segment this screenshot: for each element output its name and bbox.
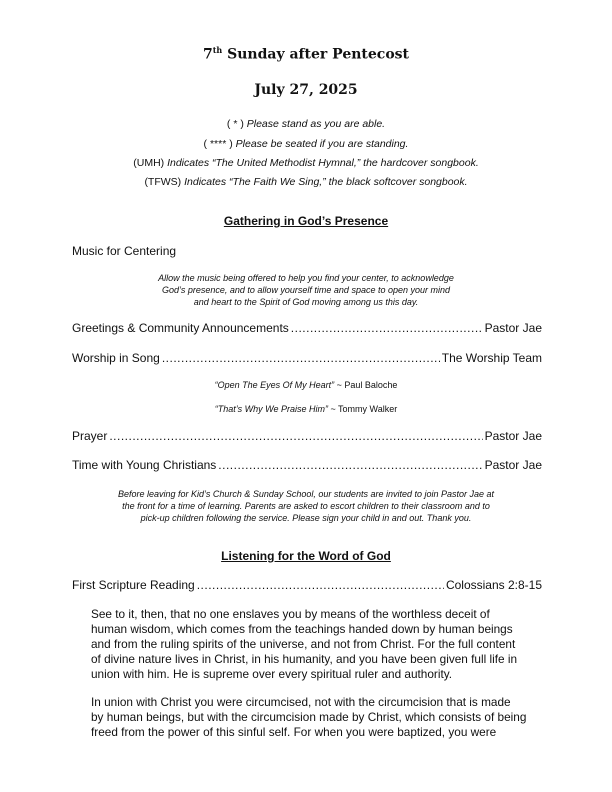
centering-note-line: and heart to the Spirit of God moving among us this day. <box>193 297 419 307</box>
song-line <box>0 404 612 414</box>
legend-mark: ( * ) <box>226 118 244 130</box>
order-row-worship-in-song <box>72 351 542 367</box>
order-item-label: Time with Young Christians <box>72 458 217 472</box>
legend-text: Indicates “The Faith We Sing,” the black softcover songbook. <box>184 176 468 188</box>
legend-line-tfws <box>0 176 612 188</box>
dot-leader <box>197 578 444 592</box>
song-author: ~ Tommy Walker <box>327 404 398 414</box>
kids-note-line: the front for a time of learning. Parents are asked to escort children to their classroom and to <box>122 501 490 511</box>
kids-note-line: pick-up children following the service. Please sign your child in and out. Thank you. <box>140 513 472 523</box>
scripture-reference: Colossians 2:8-15 <box>445 578 542 592</box>
dot-leader <box>162 351 440 365</box>
kids-church-note <box>0 488 612 524</box>
legend-mark: (TFWS) <box>144 176 182 188</box>
order-row-greetings <box>72 321 542 337</box>
order-item-leader: Pastor Jae <box>484 429 542 443</box>
song-title: “Open The Eyes Of My Heart” <box>214 380 335 390</box>
scripture-line: human wisdom, which comes from the teachings handed down by human beings <box>91 622 513 636</box>
centering-note <box>0 272 612 308</box>
legend-text: Please be seated if you are standing. <box>235 138 409 150</box>
music-for-centering-label: Music for Centering <box>72 244 177 258</box>
order-item-leader: Pastor Jae <box>484 321 542 335</box>
scripture-line: by human beings, but with the circumcision made by Christ, which consists of being <box>91 710 527 724</box>
order-item-leader: Pastor Jae <box>484 458 542 472</box>
dot-leader <box>218 458 482 472</box>
scripture-line: of divine nature lives in Christ, in his humanity, and you have been given full life in <box>91 652 518 666</box>
legend-line-stand <box>0 118 612 130</box>
legend-text: Indicates “The United Methodist Hymnal,” the hardcover songbook. <box>167 157 479 169</box>
song-title: “That’s Why We Praise Him” <box>214 404 328 414</box>
legend-mark: (UMH) <box>133 157 165 169</box>
service-title-text: Sunday after Pentecost <box>222 46 410 63</box>
centering-note-line: God’s presence, and to allow yourself time and space to open your mind <box>162 285 450 295</box>
section-heading-gathering: Gathering in God’s Presence <box>223 214 389 228</box>
section-heading-listening: Listening for the Word of God <box>221 549 391 563</box>
kids-note-line: Before leaving for Kid’s Church & Sunday School, our students are invited to join Pastor Jae at <box>117 489 495 499</box>
dot-leader <box>109 429 482 443</box>
legend-line-umh <box>0 157 612 169</box>
order-item-label: Worship in Song <box>72 351 160 365</box>
legend-mark: ( **** ) <box>203 138 233 150</box>
song-author: ~ Paul Baloche <box>334 380 398 390</box>
scripture-paragraph-1 <box>91 607 543 682</box>
scripture-line: freed from the power of this sinful self. For when you were baptized, you were <box>91 725 497 739</box>
song-line <box>0 380 612 390</box>
order-row-first-reading <box>72 578 542 594</box>
order-item-label: Prayer <box>72 429 108 443</box>
order-item-leader: The Worship Team <box>441 351 542 365</box>
order-item-label: Greetings & Community Announcements <box>72 321 289 335</box>
service-title <box>0 45 612 63</box>
legend-line-seated <box>0 138 612 150</box>
legend-text: Please stand as you are able. <box>246 118 386 130</box>
order-row-young-christians <box>72 458 542 474</box>
scripture-line: In union with Christ you were circumcised, not with the circumcision that is made <box>91 695 511 709</box>
scripture-line: union with him. He is supreme over every spiritual ruler and authority. <box>91 667 453 681</box>
scripture-line: See to it, then, that no one enslaves you by means of the worthless deceit of <box>91 607 490 621</box>
scripture-paragraph-2 <box>91 695 543 740</box>
centering-note-line: Allow the music being offered to help you find your center, to acknowledge <box>158 273 454 283</box>
order-row-prayer <box>72 429 542 445</box>
scripture-line: and from the ruling spirits of the universe, and not from Christ. For the full content <box>91 637 516 651</box>
sunday-number: 7 <box>202 46 213 63</box>
dot-leader <box>291 321 483 335</box>
order-item-label: First Scripture Reading <box>72 578 195 592</box>
sunday-number-suffix: th <box>212 45 223 55</box>
service-date: July 27, 2025 <box>254 82 358 98</box>
